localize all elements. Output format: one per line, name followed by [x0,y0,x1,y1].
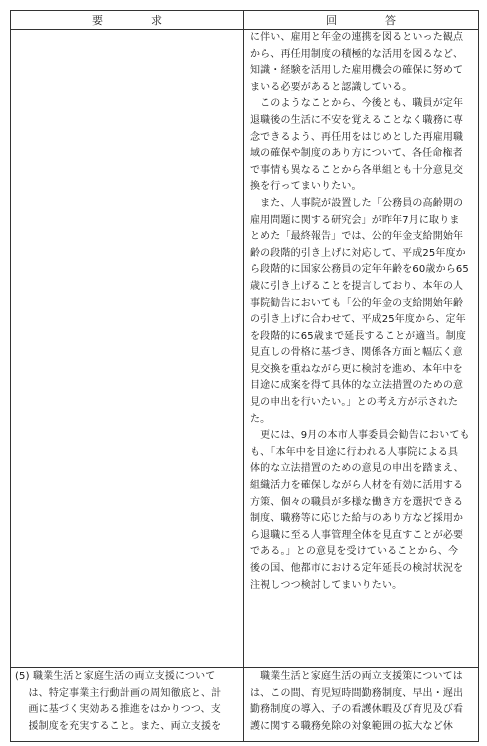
text-line: 体的な立法措置のための意見の申出を踏まえ、 [250,463,464,475]
header-request-char-1: 要 [92,14,103,27]
text-line: とめた「最終報告」では、公的年金支給開始年 [250,231,464,243]
text-line: から、再任用制度の積極的な活用を図るなど、 [250,48,464,60]
text-line: に伴い、雇用と年金の連携を図るといった観点 [250,32,464,43]
text-line: 組織活力を確保しながら人材を有効に活用する [250,480,464,492]
text-line: (5) 職業生活と家庭生活の両立支援について [15,671,216,682]
text-line: ら退職に至る人事管理全体を見直すことが必要 [250,529,464,541]
text-line: また、人事院が設置した「公務員の高齢期の [250,197,464,209]
text-line: 職業生活と家庭生活の両立支援策については [250,671,463,682]
text-line: 見の申出を行いたい。」との考え方が示された [250,397,459,409]
column-divider [243,11,244,741]
text-line: ら段階的に国家公務員の定年年齢を60歳から65 [250,264,469,276]
text-line: 方策、個々の職員が多様な働き方を選択できる [250,496,464,508]
request-response-table [10,10,479,742]
text-line: 制度、職務等に応じた給与のあり方など採用か [250,513,464,525]
text-line: 事院勧告においても「公的年金の支給開始年齢 [250,297,464,309]
text-line: 知識・経験を活用した雇用機会の確保に努めて [250,65,464,77]
header-request [11,11,243,29]
text-line: た。 [250,413,271,425]
text-line: まいる必要があると認識している。 [250,81,413,93]
text-line: で事情も異なることから各単組とも十分意見交 [250,164,464,176]
text-line: 護に関する職務免除の対象範囲の拡大など休 [250,720,453,732]
text-line: 見交換を重ねながら更に検討を進め、本年中を [250,363,463,375]
row1-response-text [250,30,470,594]
text-line: 換を行ってまいりたい。 [250,181,362,193]
row2-request-text [15,669,221,735]
row2-response-text [250,669,463,735]
text-line: 見直しの骨格に基づき、関係各方面と幅広く意 [250,347,463,359]
text-line: も、「本年中を目途に行われる人事院による具 [250,446,459,458]
text-line: このようなことから、今後とも、職員が定年 [250,98,464,110]
text-line: は、特定事業主行動計画の周知徹底と、計 [15,687,222,699]
header-request-char-2: 求 [151,14,162,27]
text-line: 雇用問題に関する研究会」が昨年7月に取りま [250,214,460,226]
text-line: 歳に引き上げることを提言しており、本年の人 [250,280,464,292]
text-line: 退職後の生活に不安を覚えることなく職務に専 [250,114,464,126]
header-response-char-2: 答 [385,14,396,27]
text-line: 注視しつつ検討してまいりたい。 [250,579,403,591]
text-line: 後の国、他都市における定年延長の検討状況を [250,563,464,574]
text-line: の引き上げに合わせて、平成25年度から、定年 [250,314,466,326]
text-line: 念できるよう、再任用をはじめとした再雇用職 [250,131,464,143]
text-line: 目途に成案を得て具体的な立法措置のための意 [250,380,464,392]
row-divider [11,667,478,668]
text-line: 更には、9月の本市人事委員会勧告においても [250,430,470,442]
text-line: は、この間、育児短時間勤務制度、早出・遅出 [250,687,464,699]
text-line: 域の確保や制度のあり方について、各任命権者 [250,148,463,160]
text-line: を段階的に65歳まで延長することが適当。制度 [250,330,467,342]
text-line: 画に基づく実効ある推進をはかりつつ、支 [15,704,221,716]
header-response-char-1: 回 [326,14,337,27]
text-line: 勤務制度の導入、子の看護休暇及び育児及び看 [250,704,464,716]
header-response [244,11,478,29]
text-line: 齢の段階的引き上げに対応して、平成25年度か [250,247,466,259]
text-line: 援制度を充実すること。また、両立支援を [15,720,222,732]
text-line: である。」との意見を受けていることから、今 [250,546,459,558]
